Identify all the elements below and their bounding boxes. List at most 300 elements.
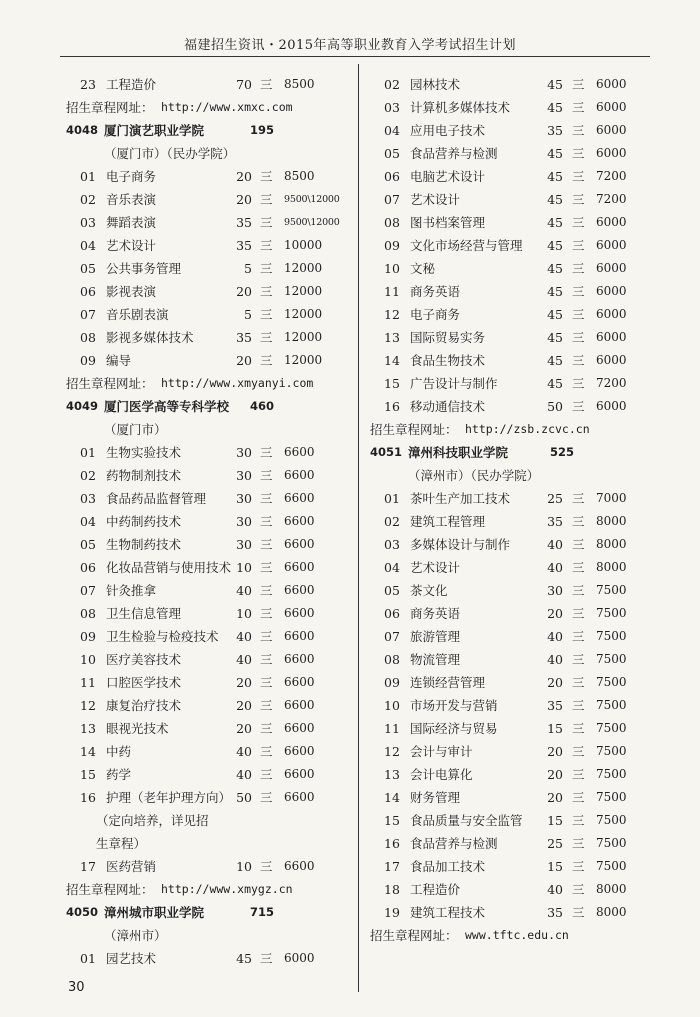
study-years: 三: [260, 629, 273, 644]
tuition-fee: 6600: [284, 537, 315, 551]
program-row: [66, 510, 351, 533]
tuition-fee: 6600: [284, 468, 315, 482]
program-code: 04: [80, 514, 96, 529]
enrollment-count: 45: [547, 169, 563, 184]
program-name: 会计电算化: [410, 767, 473, 782]
tuition-fee: 6600: [284, 491, 315, 505]
enrollment-count: 25: [547, 836, 563, 851]
program-row: [66, 533, 351, 556]
enrollment-count: 40: [547, 882, 563, 897]
study-years: 三: [572, 537, 585, 552]
program-row: [66, 694, 351, 717]
tuition-fee: 6600: [284, 721, 315, 735]
enrollment-count: 15: [547, 813, 563, 828]
program-name: 眼视光技术: [106, 721, 169, 736]
program-name: 舞蹈表演: [106, 215, 157, 230]
study-years: 三: [572, 790, 585, 805]
study-years: 三: [260, 238, 273, 253]
study-years: 三: [572, 514, 585, 529]
program-row: [370, 556, 655, 579]
program-name: 音乐表演: [106, 192, 157, 207]
program-code: 07: [80, 307, 96, 322]
tuition-fee: 8000: [596, 514, 627, 528]
program-row: [370, 234, 655, 257]
program-row: [66, 326, 351, 349]
tuition-fee: 6600: [284, 652, 315, 666]
program-name: 药物制剂技术: [106, 468, 182, 483]
study-years: 三: [260, 491, 273, 506]
program-row: [370, 786, 655, 809]
program-name: 艺术设计: [106, 238, 157, 253]
program-code: 16: [384, 836, 400, 851]
program-code: 13: [384, 330, 400, 345]
study-years: 三: [572, 813, 585, 828]
tuition-fee: 6000: [596, 215, 627, 229]
program-code: 08: [80, 606, 96, 621]
enrollment-count: 30: [547, 583, 563, 598]
program-name: 计算机多媒体技术: [410, 100, 511, 115]
program-row: [66, 303, 351, 326]
study-years: 三: [572, 192, 585, 207]
study-years: 三: [572, 721, 585, 736]
study-years: 三: [260, 698, 273, 713]
school-name: 漳州科技职业学院: [408, 445, 509, 460]
study-years: 三: [572, 767, 585, 782]
enrollment-count: 40: [236, 583, 252, 598]
program-name: 艺术设计: [410, 560, 461, 575]
program-name: 生物实验技术: [106, 445, 182, 460]
program-code: 07: [384, 192, 400, 207]
study-years: 三: [260, 721, 273, 736]
study-years: 三: [260, 675, 273, 690]
enrollment-count: 40: [547, 629, 563, 644]
tuition-fee: 7500: [596, 744, 627, 758]
page-number: 30: [68, 980, 85, 995]
school-total: 460: [250, 399, 275, 413]
tuition-fee: 7200: [596, 192, 627, 206]
program-note-text: 生章程）: [96, 836, 147, 851]
program-row: [370, 855, 655, 878]
program-row: [370, 832, 655, 855]
program-row: [66, 855, 351, 878]
program-row: [66, 441, 351, 464]
program-row: [370, 211, 655, 234]
study-years: 三: [572, 675, 585, 690]
tuition-fee: 8500: [284, 169, 315, 183]
school-location: [66, 142, 351, 165]
program-note: [66, 809, 351, 832]
enrollment-count: 45: [547, 261, 563, 276]
school-code: 4051: [370, 445, 403, 459]
program-name: 医疗美容技术: [106, 652, 182, 667]
tuition-fee: 8000: [596, 560, 627, 574]
admission-url[interactable]: http://www.xmxc.com: [161, 100, 293, 114]
program-name: 市场开发与营销: [410, 698, 498, 713]
program-code: 01: [80, 951, 96, 966]
tuition-fee: 7500: [596, 583, 627, 597]
program-row: [66, 947, 351, 970]
school-row: [66, 395, 351, 418]
admission-url-row: [370, 418, 655, 441]
enrollment-count: 20: [236, 192, 252, 207]
study-years: 三: [260, 353, 273, 368]
enrollment-count: 40: [236, 652, 252, 667]
study-years: 三: [260, 192, 273, 207]
tuition-fee: 12000: [284, 353, 323, 367]
enrollment-count: 25: [547, 491, 563, 506]
program-name: 多媒体设计与制作: [410, 537, 511, 552]
program-row: [370, 648, 655, 671]
tuition-fee: 6600: [284, 606, 315, 620]
study-years: 三: [572, 238, 585, 253]
program-code: 07: [384, 629, 400, 644]
admission-url[interactable]: http://www.xmyanyi.com: [161, 376, 314, 390]
program-row: [370, 142, 655, 165]
study-years: 三: [572, 859, 585, 874]
enrollment-count: 45: [547, 353, 563, 368]
enrollment-count: 30: [236, 537, 252, 552]
program-code: 15: [384, 813, 400, 828]
program-name: 影视表演: [106, 284, 157, 299]
study-years: 三: [572, 376, 585, 391]
program-name: 中药: [106, 744, 132, 759]
study-years: 三: [572, 905, 585, 920]
study-years: 三: [260, 307, 273, 322]
tuition-fee: 6000: [596, 307, 627, 321]
school-code: 4049: [66, 399, 99, 413]
program-code: 14: [384, 790, 400, 805]
tuition-fee: 6600: [284, 675, 315, 689]
program-code: 04: [384, 560, 400, 575]
enrollment-count: 35: [547, 698, 563, 713]
program-name: 食品生物技术: [410, 353, 486, 368]
tuition-fee: 6600: [284, 859, 315, 873]
program-code: 11: [384, 721, 400, 736]
program-name: 连锁经营管理: [410, 675, 486, 690]
school-row: [66, 901, 351, 924]
enrollment-count: 20: [547, 767, 563, 782]
study-years: 三: [260, 514, 273, 529]
program-row: [370, 73, 655, 96]
school-name: 漳州城市职业学院: [104, 905, 205, 920]
study-years: 三: [260, 744, 273, 759]
program-name: 中药制药技术: [106, 514, 182, 529]
program-row: [66, 165, 351, 188]
program-name: 针灸推拿: [106, 583, 157, 598]
enrollment-count: 40: [236, 767, 252, 782]
enrollment-count: 30: [236, 445, 252, 460]
program-code: 01: [80, 445, 96, 460]
left-column: [66, 73, 351, 970]
enrollment-count: 10: [236, 859, 252, 874]
enrollment-count: 45: [547, 330, 563, 345]
school-location-text: （漳州市）（民办学院）: [408, 468, 540, 483]
program-name: 卫生信息管理: [106, 606, 182, 621]
program-row: [370, 694, 655, 717]
program-code: 14: [80, 744, 96, 759]
enrollment-count: 35: [236, 238, 252, 253]
school-total: 715: [250, 905, 275, 919]
school-location-text: （厦门市）（民办学院）: [104, 146, 236, 161]
tuition-fee: 7500: [596, 675, 627, 689]
admission-url[interactable]: www.tftc.edu.cn: [465, 928, 569, 942]
enrollment-count: 45: [547, 284, 563, 299]
program-row: [370, 671, 655, 694]
study-years: 三: [572, 560, 585, 575]
program-code: 14: [384, 353, 400, 368]
study-years: 三: [572, 261, 585, 276]
tuition-fee: 8000: [596, 882, 627, 896]
enrollment-count: 40: [236, 629, 252, 644]
school-total: 195: [250, 123, 275, 137]
study-years: 三: [572, 146, 585, 161]
study-years: 三: [572, 123, 585, 138]
program-name: 物流管理: [410, 652, 461, 667]
program-code: 06: [384, 606, 400, 621]
study-years: 三: [572, 698, 585, 713]
program-code: 06: [384, 169, 400, 184]
study-years: 三: [572, 744, 585, 759]
program-row: [66, 717, 351, 740]
enrollment-count: 45: [547, 238, 563, 253]
program-code: 03: [384, 100, 400, 115]
school-location: [66, 924, 351, 947]
program-code: 13: [80, 721, 96, 736]
tuition-fee: 8000: [596, 537, 627, 551]
program-code: 16: [80, 790, 96, 805]
study-years: 三: [572, 652, 585, 667]
study-years: 三: [260, 859, 273, 874]
program-name: 影视多媒体技术: [106, 330, 194, 345]
program-row: [370, 326, 655, 349]
enrollment-count: 30: [236, 491, 252, 506]
tuition-fee: 12000: [284, 330, 323, 344]
admission-url-row: [370, 924, 655, 947]
study-years: 三: [260, 330, 273, 345]
enrollment-count: 20: [236, 675, 252, 690]
study-years: 三: [260, 261, 273, 276]
school-name: 厦门演艺职业学院: [104, 123, 205, 138]
admission-url-row: [66, 372, 351, 395]
study-years: 三: [260, 583, 273, 598]
program-name: 电子商务: [106, 169, 157, 184]
program-code: 08: [80, 330, 96, 345]
program-code: 09: [384, 238, 400, 253]
study-years: 三: [260, 652, 273, 667]
tuition-fee: 6000: [284, 951, 315, 965]
program-name: 广告设计与制作: [410, 376, 498, 391]
program-code: 02: [80, 468, 96, 483]
enrollment-count: 15: [547, 721, 563, 736]
program-name: 商务英语: [410, 606, 461, 621]
study-years: 三: [572, 307, 585, 322]
study-years: 三: [260, 77, 273, 92]
program-code: 01: [80, 169, 96, 184]
program-code: 13: [384, 767, 400, 782]
program-row: [370, 878, 655, 901]
enrollment-count: 20: [547, 606, 563, 621]
admission-url-label: 招生章程网址：: [66, 100, 154, 115]
enrollment-count: 20: [547, 744, 563, 759]
study-years: 三: [260, 767, 273, 782]
tuition-fee: 9500\12000: [284, 194, 340, 205]
enrollment-count: 45: [547, 307, 563, 322]
tuition-fee: 7500: [596, 721, 627, 735]
tuition-fee: 6600: [284, 790, 315, 804]
tuition-fee: 7500: [596, 813, 627, 827]
tuition-fee: 12000: [284, 307, 323, 321]
program-code: 06: [80, 560, 96, 575]
tuition-fee: 6600: [284, 629, 315, 643]
enrollment-count: 45: [547, 376, 563, 391]
study-years: 三: [572, 606, 585, 621]
tuition-fee: 6000: [596, 330, 627, 344]
program-name: 文化市场经营与管理: [410, 238, 523, 253]
tuition-fee: 6600: [284, 698, 315, 712]
program-row: [66, 579, 351, 602]
tuition-fee: 7500: [596, 790, 627, 804]
enrollment-count: 35: [236, 215, 252, 230]
program-code: 02: [384, 514, 400, 529]
program-row: [66, 648, 351, 671]
tuition-fee: 12000: [284, 284, 323, 298]
admission-url-label: 招生章程网址：: [370, 422, 458, 437]
study-years: 三: [260, 560, 273, 575]
enrollment-count: 45: [547, 192, 563, 207]
program-name: 文秘: [410, 261, 436, 276]
tuition-fee: 6000: [596, 100, 627, 114]
program-row: [66, 740, 351, 763]
enrollment-count: 40: [547, 560, 563, 575]
enrollment-count: 50: [547, 399, 563, 414]
admission-url-label: 招生章程网址：: [370, 928, 458, 943]
program-code: 01: [384, 491, 400, 506]
program-name: 国际贸易实务: [410, 330, 486, 345]
enrollment-count: 35: [547, 514, 563, 529]
program-name: 康复治疗技术: [106, 698, 182, 713]
tuition-fee: 8500: [284, 77, 315, 91]
tuition-fee: 6000: [596, 123, 627, 137]
study-years: 三: [572, 77, 585, 92]
program-row: [370, 602, 655, 625]
study-years: 三: [260, 468, 273, 483]
program-row: [66, 487, 351, 510]
program-code: 10: [80, 652, 96, 667]
study-years: 三: [260, 537, 273, 552]
program-row: [370, 510, 655, 533]
admission-url-row: [66, 878, 351, 901]
tuition-fee: 7500: [596, 836, 627, 850]
enrollment-count: 45: [547, 100, 563, 115]
program-row: [370, 740, 655, 763]
enrollment-count: 30: [236, 514, 252, 529]
enrollment-count: 20: [547, 790, 563, 805]
school-location: [66, 418, 351, 441]
program-row: [66, 786, 351, 809]
tuition-fee: 7000: [596, 491, 627, 505]
enrollment-count: 5: [244, 261, 252, 276]
program-row: [370, 901, 655, 924]
school-location: [370, 464, 655, 487]
program-name: 财务管理: [410, 790, 461, 805]
tuition-fee: 8000: [596, 905, 627, 919]
enrollment-count: 20: [236, 698, 252, 713]
program-row: [66, 556, 351, 579]
program-row: [370, 303, 655, 326]
program-row: [370, 96, 655, 119]
program-code: 04: [80, 238, 96, 253]
school-location-text: （漳州市）: [104, 928, 167, 943]
tuition-fee: 6000: [596, 261, 627, 275]
program-row: [66, 73, 351, 96]
study-years: 三: [572, 353, 585, 368]
program-row: [370, 717, 655, 740]
enrollment-count: 40: [236, 744, 252, 759]
program-code: 10: [384, 698, 400, 713]
program-row: [370, 280, 655, 303]
program-name: 会计与审计: [410, 744, 473, 759]
enrollment-count: 70: [236, 77, 252, 92]
program-row: [370, 349, 655, 372]
program-code: 16: [384, 399, 400, 414]
program-code: 18: [384, 882, 400, 897]
program-name: 卫生检验与检疫技术: [106, 629, 219, 644]
tuition-fee: 9500\12000: [284, 217, 340, 228]
program-name: 工程造价: [106, 77, 157, 92]
program-row: [66, 234, 351, 257]
program-note: [66, 832, 351, 855]
program-name: 国际经济与贸易: [410, 721, 498, 736]
program-name: 图书档案管理: [410, 215, 486, 230]
school-code: 4048: [66, 123, 99, 137]
program-note-text: （定向培养，详见招: [96, 813, 209, 828]
program-code: 11: [80, 675, 96, 690]
program-code: 15: [384, 376, 400, 391]
tuition-fee: 6600: [284, 560, 315, 574]
program-row: [370, 579, 655, 602]
program-name: 园艺技术: [106, 951, 157, 966]
admission-url[interactable]: http://zsb.zcvc.cn: [465, 422, 590, 436]
enrollment-count: 40: [547, 652, 563, 667]
program-name: 医药营销: [106, 859, 157, 874]
program-name: 生物制药技术: [106, 537, 182, 552]
school-row: [66, 119, 351, 142]
enrollment-count: 35: [547, 905, 563, 920]
enrollment-count: 50: [236, 790, 252, 805]
enrollment-count: 10: [236, 606, 252, 621]
program-name: 应用电子技术: [410, 123, 486, 138]
admission-url[interactable]: http://www.xmygz.cn: [161, 882, 293, 896]
program-name: 口腔医学技术: [106, 675, 182, 690]
program-row: [66, 349, 351, 372]
study-years: 三: [260, 284, 273, 299]
program-row: [370, 809, 655, 832]
study-years: 三: [260, 951, 273, 966]
program-code: 12: [384, 307, 400, 322]
program-row: [66, 280, 351, 303]
program-name: 食品营养与检测: [410, 146, 498, 161]
tuition-fee: 6600: [284, 767, 315, 781]
program-row: [370, 533, 655, 556]
enrollment-count: 20: [236, 721, 252, 736]
program-code: 17: [384, 859, 400, 874]
program-code: 03: [80, 215, 96, 230]
school-name: 厦门医学高等专科学校: [104, 399, 230, 414]
program-code: 15: [80, 767, 96, 782]
program-code: 09: [80, 629, 96, 644]
tuition-fee: 7500: [596, 767, 627, 781]
program-code: 08: [384, 215, 400, 230]
